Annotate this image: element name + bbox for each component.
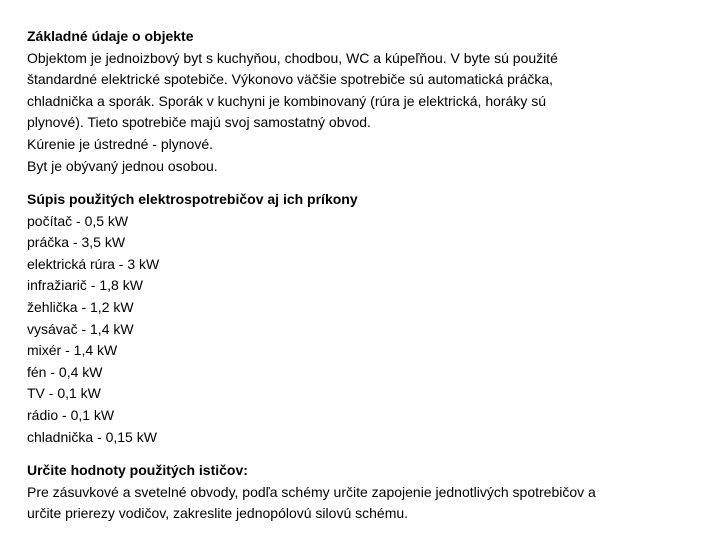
list-item: TV - 0,1 kW <box>27 385 101 402</box>
list-item: chladnička - 0,15 kW <box>27 428 157 445</box>
paragraph-line: určite prierezy vodičov, zakreslite jednopólovú silovú schému. <box>27 505 409 522</box>
list-item: mixér - 1,4 kW <box>27 342 118 359</box>
list-item: infražiarič - 1,8 kW <box>27 277 143 294</box>
list-item: vysávač - 1,4 kW <box>27 320 134 337</box>
list-item: počítač - 0,5 kW <box>27 212 129 229</box>
paragraph-line: Byt je obývaný jednou osobou. <box>27 157 218 174</box>
list-item: fén - 0,4 kW <box>27 363 103 380</box>
list-item: žehlička - 1,2 kW <box>27 298 134 315</box>
section-heading: Základné údaje o objekte <box>27 28 194 44</box>
paragraph-line: Kúrenie je ústredné - plynové. <box>27 135 213 152</box>
list-item: rádio - 0,1 kW <box>27 406 115 423</box>
paragraph-line: chladnička a sporák. Sporák v kuchyni je kombinovaný (rúra je elektrická, horáky sú <box>27 92 547 109</box>
paragraph-line: Objektom je jednoizbový byt s kuchyňou, chodbou, WC a kúpeľňou. V byte sú použité <box>27 49 558 66</box>
section-heading: Súpis použitých elektrospotrebičov aj ich príkony <box>27 191 358 207</box>
list-item: práčka - 3,5 kW <box>27 234 126 251</box>
task-section <box>27 460 596 525</box>
section-heading: Určite hodnoty použitých ističov: <box>27 462 248 478</box>
appliance-list-section <box>27 189 358 448</box>
paragraph-line: štandardné elektrické spotebiče. Výkonovo väčšie spotrebiče sú automatická práčka, <box>27 71 554 88</box>
list-item: elektrická rúra - 3 kW <box>27 255 160 272</box>
object-info-section <box>27 26 558 177</box>
paragraph-line: Pre zásuvkové a svetelné obvody, podľa schémy určite zapojenie jednotlivých spotrebičov a <box>27 483 596 500</box>
paragraph-line: plynové). Tieto spotrebiče majú svoj samostatný obvod. <box>27 114 371 131</box>
